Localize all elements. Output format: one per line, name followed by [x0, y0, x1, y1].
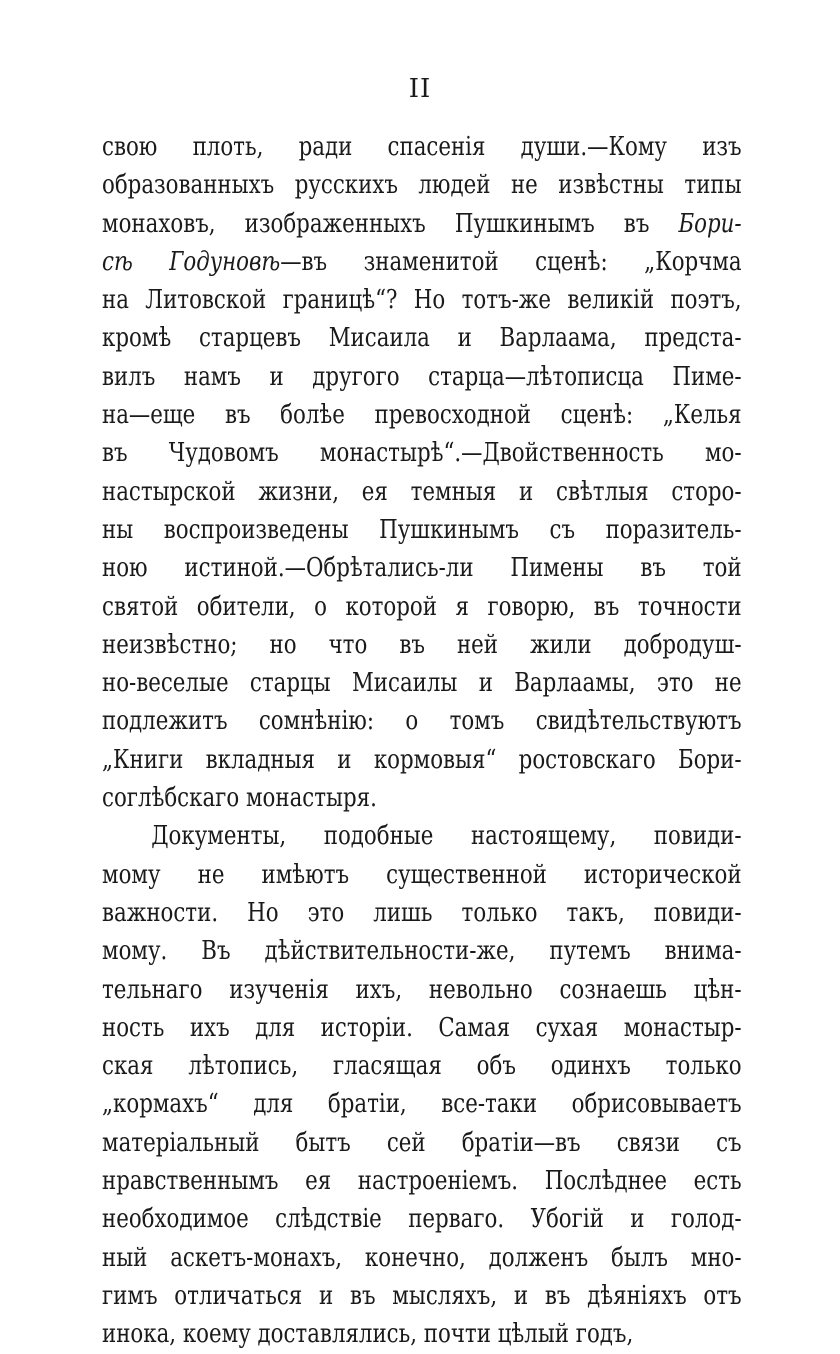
- page-number: II: [408, 74, 432, 104]
- text-line: [102, 1047, 742, 1085]
- line-text: мому не имѣютъ существенной исторической: [102, 859, 742, 890]
- text-line: [102, 473, 742, 511]
- text-line: [102, 741, 742, 779]
- line-text: святой обители, о которой я говорю, въ точности: [102, 591, 742, 622]
- text-line: [102, 588, 742, 626]
- line-text: гимъ отличаться и въ мысляхъ, и въ дѣяніяхъ отъ: [102, 1280, 742, 1311]
- line-text: образованныхъ русскихъ людей не извѣстны типы: [102, 170, 742, 201]
- text-line: [102, 817, 742, 855]
- line-text: ный аскетъ-монахъ, конечно, долженъ былъ мно-: [102, 1242, 742, 1273]
- line-text: но-веселые старцы Мисаилы и Варлаамы, это не: [102, 668, 742, 699]
- text-line: [102, 281, 742, 319]
- line-text: необходимое слѣдствіе перваго. Убогій и голод-: [102, 1204, 742, 1235]
- line-text: тельнаго изученія ихъ, невольно сознаешь цѣн-: [102, 974, 742, 1005]
- text-line: [102, 1085, 742, 1123]
- line-text: мому. Въ дѣйствительности-же, путемъ внима-: [102, 936, 742, 967]
- text-line: [102, 396, 742, 434]
- line-text: подлежитъ сомнѣнію: о томъ свидѣтельствуютъ: [102, 706, 742, 737]
- line-text: матеріальный бытъ сей братіи—въ связи съ: [102, 1127, 742, 1158]
- text-line: [102, 358, 742, 396]
- text-line: [102, 626, 742, 664]
- line-text: важности. Но это лишь только такъ, повиди-: [102, 897, 742, 928]
- line-text: вилъ намъ и другого старца—лѣтописца Пиме-: [102, 361, 742, 392]
- italic-title: Бори-: [678, 208, 742, 239]
- text-line: [102, 971, 742, 1009]
- text-line: [102, 1200, 742, 1238]
- italic-title: сѣ Годуновѣ: [102, 246, 281, 277]
- text-line: [102, 1009, 742, 1047]
- text-line: [102, 702, 742, 740]
- text-line: [102, 779, 742, 817]
- line-text: ны воспроизведены Пушкинымъ съ поразитель-: [102, 514, 742, 545]
- line-text: свою плоть, ради спасенія души.—Кому изъ: [102, 132, 742, 162]
- line-text: въ Чудовомъ монастырѣ“.—Двойственность мо-: [102, 438, 742, 469]
- text-line: [102, 243, 742, 281]
- line-text: неизвѣстно; но что въ ней жили добродуш-: [102, 629, 742, 660]
- line-text: на Литовской границѣ“? Но тотъ-же великій поэтъ,: [102, 285, 742, 316]
- line-text: соглѣбскаго монастыря.: [102, 783, 377, 814]
- line-text: нравственнымъ ея настроеніемъ. Послѣднее есть: [102, 1166, 742, 1197]
- text-line: [102, 1277, 742, 1315]
- line-text: —въ знаменитой сценѣ: „Корчма: [280, 246, 742, 277]
- text-line: [102, 549, 742, 587]
- text-line: [102, 894, 742, 932]
- text-line: [102, 1315, 742, 1353]
- line-text: кромѣ старцевъ Мисаила и Варлаама, предста-: [102, 323, 742, 354]
- line-text: „кормахъ“ для братіи, все-таки обрисовываетъ: [102, 1089, 742, 1120]
- text-line: [102, 1124, 742, 1162]
- text-line: [102, 1239, 742, 1277]
- text-line: [102, 511, 742, 549]
- text-line: [102, 856, 742, 894]
- line-text: на—еще въ болѣе превосходной сценѣ: „Келья: [102, 400, 742, 431]
- text-line: [102, 128, 742, 166]
- line-text: монаховъ, изображенныхъ Пушкинымъ въ: [102, 208, 679, 239]
- text-line: [102, 664, 742, 702]
- text-line: [102, 166, 742, 204]
- line-text: ною истиной.—Обрѣтались-ли Пимены въ той: [102, 553, 742, 584]
- text-line: [102, 1162, 742, 1200]
- line-text: настырской жизни, ея темныя и свѣтлыя сторо-: [102, 476, 742, 507]
- text-line: [102, 319, 742, 357]
- text-line: [102, 932, 742, 970]
- text-line: [102, 434, 742, 472]
- line-text: ская лѣтопись, гласящая объ одинхъ только: [102, 1051, 742, 1082]
- line-text: инока, коему доставлялись, почти цѣлый годъ,: [102, 1319, 634, 1350]
- line-text: „Книги вкладныя и кормовыя“ ростовскаго Бори-: [102, 744, 742, 775]
- line-text: ность ихъ для исторіи. Самая сухая монастыр-: [102, 1012, 742, 1043]
- text-line: [102, 205, 742, 243]
- line-text: Документы, подобные настоящему, повиди-: [151, 821, 742, 852]
- body-text: [102, 128, 742, 1354]
